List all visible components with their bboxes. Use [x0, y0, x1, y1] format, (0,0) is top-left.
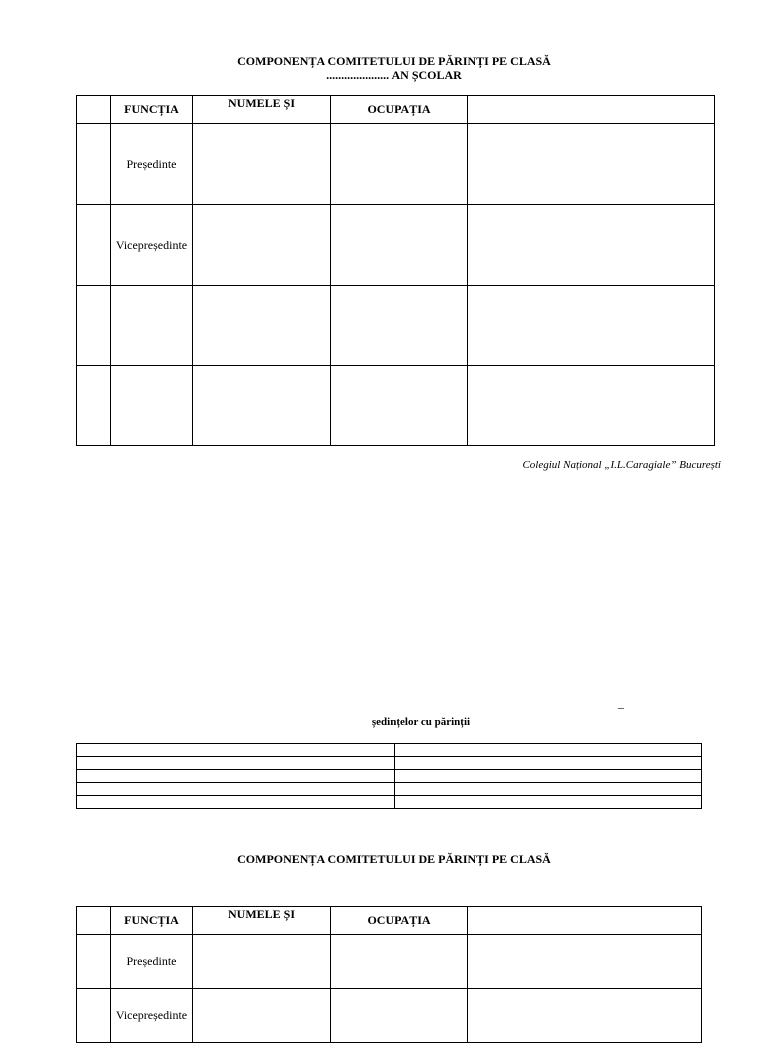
cell-ocupatie: [331, 205, 468, 286]
cell-left: [77, 783, 395, 796]
table-row: [77, 796, 702, 809]
section1-title: COMPONENȚA COMITETULUI DE PĂRINȚI PE CLASĂ: [237, 54, 551, 68]
cell-extra: [468, 989, 702, 1043]
table-row: [77, 935, 702, 989]
cell-left: [77, 757, 395, 770]
header-cell-numele: [193, 907, 331, 935]
section3-title: COMPONENȚA COMITETULUI DE PĂRINȚI PE CLASĂ: [237, 852, 551, 866]
cell-nume: [193, 286, 331, 366]
cell-index: [77, 205, 111, 286]
header-cell-functia: FUNCȚIA: [111, 96, 193, 124]
cell-extra: [468, 286, 715, 366]
table-row: [77, 770, 702, 783]
header-cell-extra: [468, 907, 702, 935]
header-cell-numele: [193, 96, 331, 124]
cell-functie: Președinte: [111, 935, 193, 989]
meetings-table: [76, 743, 702, 809]
cell-right: [395, 796, 702, 809]
meetings-heading: ședințelor cu părinții: [371, 716, 471, 728]
cell-left: [77, 770, 395, 783]
cell-nume: [193, 935, 331, 989]
committee-table-2: [76, 906, 702, 1043]
header-cell-extra: [468, 96, 715, 124]
cell-functie: Președinte: [111, 124, 193, 205]
dash-mark: –: [618, 700, 624, 714]
cell-ocupatie: [331, 124, 468, 205]
cell-extra: [468, 366, 715, 446]
cell-extra: [468, 205, 715, 286]
table-row: [77, 366, 715, 446]
table-header-row: [77, 96, 715, 124]
cell-functie: Vicepreședinte: [111, 205, 193, 286]
cell-ocupatie: [331, 935, 468, 989]
table-header-row: [77, 907, 702, 935]
cell-ocupatie: [331, 286, 468, 366]
cell-index: [77, 366, 111, 446]
cell-left: [77, 744, 395, 757]
table-row: [77, 757, 702, 770]
cell-index: [77, 935, 111, 989]
header-cell-ocupatia: OCUPAȚIA: [331, 96, 468, 124]
cell-functie: [111, 286, 193, 366]
committee-table-1: [76, 95, 715, 446]
header-numele-label: NUMELE ȘI: [227, 96, 295, 110]
school-name-footer: Colegiul Național „I.L.Caragiale” București: [522, 459, 721, 471]
cell-nume: [193, 124, 331, 205]
cell-index: [77, 286, 111, 366]
cell-left: [77, 796, 395, 809]
cell-right: [395, 783, 702, 796]
cell-functie: [111, 366, 193, 446]
cell-ocupatie: [331, 366, 468, 446]
cell-right: [395, 770, 702, 783]
table-row: [77, 124, 715, 205]
cell-ocupatie: [331, 989, 468, 1043]
cell-extra: [468, 124, 715, 205]
header-cell-index: [77, 907, 111, 935]
cell-nume: [193, 989, 331, 1043]
table-row: [77, 205, 715, 286]
table-row: [77, 286, 715, 366]
cell-functie: Vicepreședinte: [111, 989, 193, 1043]
cell-index: [77, 989, 111, 1043]
section1-subtitle: ..................... AN ȘCOLAR: [326, 68, 462, 82]
cell-right: [395, 744, 702, 757]
table-row: [77, 989, 702, 1043]
header-cell-ocupatia: OCUPAȚIA: [331, 907, 468, 935]
cell-right: [395, 757, 702, 770]
header-numele-label: NUMELE ȘI: [227, 907, 295, 921]
cell-nume: [193, 205, 331, 286]
cell-index: [77, 124, 111, 205]
cell-extra: [468, 935, 702, 989]
table-row: [77, 783, 702, 796]
table-row: [77, 744, 702, 757]
header-cell-index: [77, 96, 111, 124]
cell-nume: [193, 366, 331, 446]
header-cell-functia: FUNCȚIA: [111, 907, 193, 935]
